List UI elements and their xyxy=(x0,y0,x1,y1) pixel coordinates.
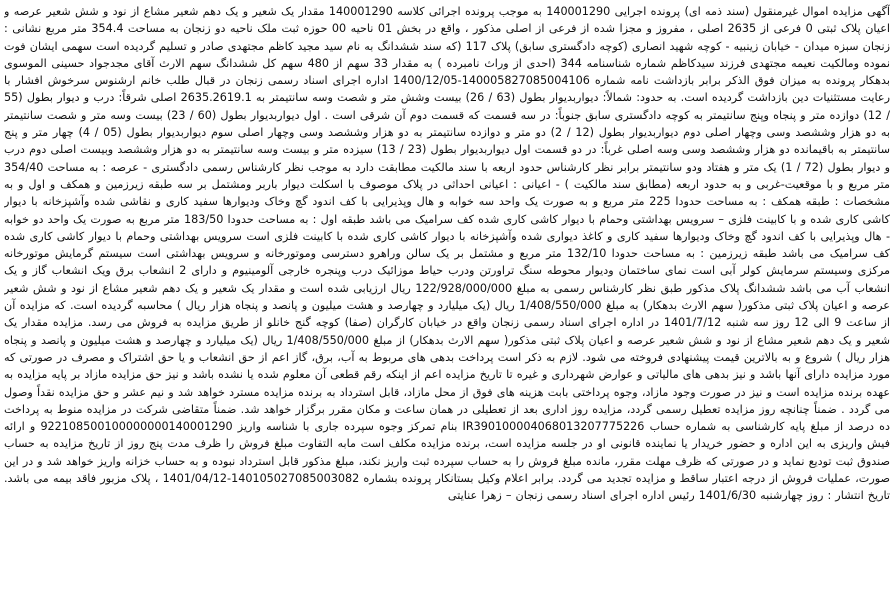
notice-body-text: آگهی مزایده اموال غیرمنقول (سند ذمه ای) پرونده اجرایی 140001290 به موجب پرونده اجرائی کلاسه 140001290 مقدار یک شعیر و یک دهم شعیر مشاع از نود و شش شعیر عرصه و اعیان پلاک ثبتی 0 فرعی از 2635 اصلی ، مفروز و مجزا شده از فرعی از اصلی مذکور ، واقع در بخش 01 ناحیه 00 حوزه ثبت ملک ناحیه دو زنجان به مساحت 354.4 متر مربع نشانی : زنجان سبزه میدان - خیابان زینبیه - کوچه شهید انصاری (کوچه دادگستری سابق) پلاک 117 (که سند ششدانگ به نام سید مجید کاظم مجتهدی صادر و تسلیم گردیده است سهمی ایشان فوت نموده ومالکیت نعیمه مجتهدی فرزند سیدکاظم شماره شناسنامه 344 (احدی از وراث نامبرده ) به مقدار 33 سهم از 480 سهم کل ششدانگ سهم الارث آقای مجدجواد حسینی الموسوی بدهکار پرونده به میزان فوق الذکر برابر بازداشت نامه شماره 140005827085004106-1400/12/05 اداره اجرای اسناد رسمی زنجان در قبال طلب خانم ارشنوس سرخوش افشار با رعایت مستثنیات دین بازداشت گردیده است. به حدود: شمالاً: دیواربدیوار بطول (63 / 26) بیست وشش متر و شصت وسه سانتیمتر به 2635.2619.1 اصلی شرقاً: درب و دیوار بطول (55 / 12) دوازده متر و پنجاه وپنج سانتیمتر به کوچه دادگستری سابق جنوباً: در سه قسمت که قسمت دوم آن شرقی است . اول دیواربدیوار بطول (60 / 23) بیست وسه متر و شصت سانتیمتر به دو هزار وششصد وسی وچهار اصلی دوم دیواربدیوار بطول (12 / 2) دو متر و دوازده سانتیمتر به دو هزار وششصد وسی وچهار اصلی سوم دیواربدیوار بطول (05 / 4) چهار متر و پنج سانتیمتر به باقیمانده دو هزار وششصد وسی وسه اصلی غرباً: در دو قسمت اول دیواربدیوار بطول (23 / 13) سیزده متر و بیست وسه سانتیمتر به دو هزار وششصد وبیست اصلی دوم درب و دیوار بطول (72 / 1) یک متر و هفتاد ودو سانتیمتر برابر نظر کارشناس حدود اربعه با سند مالکیت مطابقت دارد به موجب نظر کارشناس رسمی دادگستری - عرصه : به مساحت 354/40 متر مربع و با موقعیت-غربی و به حدود اربعه (مطابق سند مالکیت ) - اعیانی : اعیانی احداثی در پلاک موصوف با اسکلت دیوار باربر ومشتمل بر سه طبقه زیرزمین و همکف و اول و به مشخصات : طبقه همکف : به مساحت حدودا 225 متر مربع و به صورت یک واحد سه خوابه و هال وپذیرایی با کف اندود گچ وخاک ودیوارها سفید کاری و نقاشی شده وآشپزخانه با دیوار کاشی کاری شده و با کابینت فلزی – سرویس بهداشتی وحمام با دیوار کاشی کاری شده کف سرامیک می باشد طبقه اول : به مساحت حدودا 183/50 متر مربع به صورت یک واحد دو خوابه - هال وپذیرایی با کف اندود گچ وخاک ودیوارها سفید کاری و کاغذ دیواری شده وآشپزخانه با دیوار کاشی کاری شده با کابینت فلزی است سرویس بهداشتی وحمام با دیوار کاشی کاری شده کف سرامیک می باشد طبقه زیرزمین : به مساحت حدودا 132/10 متر مربع و مشتمل بر یک سالن وراهرو دسترسی وموتورخانه و سرویس بهداشتی است سیستم گرمایش موتورخانه مرکزی وسیستم سرمایش کولر آبی است نمای ساختمان ودیوار محوطه سنگ تراورتن ودرب حیاط موزائیک درب وپنجره خارجی آلومینیوم و دارای 2 انشعاب برق ویک انشعاب گاز و یک انشعاب آب می باشد ششدانگ پلاک مذکور طبق نظر کارشناس رسمی به مبلغ 122/928/000/000 ریال ارزیابی شده است و مقدار یک شعیر و یک دهم شعیر مشاع از نود و شش شعیر عرصه و اعیان پلاک ثبتی مذکور( سهم الارث بدهکار) به مبلغ 1/408/550/000 ریال (یک میلیارد و چهارصد و هشت میلیون و پانصد و پنجاه هزار ریال ) محاسبه گردیده است. که مزایده آن از ساعت 9 الی 12 روز سه شنبه 1401/7/12 در اداره اجرای اسناد رسمی زنجان واقع در خیابان کارگران (صفا) کوچه گنج خانلو از طریق مزایده به فروش می رسد. مزایده مقدار یک شعیر و یک دهم شعیر مشاع از نود و شش شعیر عرصه و اعیان پلاک ثبتی مذکور( سهم الارث بدهکار) از مبلغ 1/408/550/000 ریال (یک میلیارد و چهارصد و هشت میلیون و پانصد و پنجاه هزار ریال ) شروع و به بالاترین قیمت پیشنهادی فروخته می شود. لازم به ذکر است پرداخت بدهی های مربوط به آب، برق، گاز اعم از حق انشعاب و یا حق اشتراک و مصرف در صورتی که مورد مزایده دارای آنها باشد و نیز بدهی های مالیاتی و عوارض شهرداری و غیره تا تاریخ مزایده اعم از اینکه رقم قطعی آن معلوم شده یا نشده باشد و نیز حق مزایده مازاد بر پایه مزایده به عهده برنده مزایده است و نیز در صورت وجود مازاد، وجوه پرداختی بابت هزینه های فوق از محل مازاد، قابل استرداد به برنده مزایده مسترد خواهد شد و نیم عشر و حق مزایده نقداً وصول می گردد . ضمناً چنانچه روز مزایده تعطیل رسمی گردد، مزایده روز اداری بعد از تعطیلی در همان ساعت و مکان مقرر برگزار خواهد شد. ضمناً متقاضی شرکت در مزایده منوط به پرداخت ده درصد از مبلغ پایه کارشناسی به شماره حساب IR390100004068013207775226 بنام تمرکز وجوه سپرده جاری با شناسه واریز 922108500100000000140001290 و ارائه فیش واریزی به این اداره و حضور خریدار یا نماینده قانونی او در جلسه مزایده است، برنده مزایده مکلف است مابه التفاوت مبلغ فروش را ظرف مدت پنج روز از تاریخ مزایده به حساب صندوق ثبت تودیع نماید و در صورتی که ظرف مهلت مقرر، مانده مبلغ فروش را به حساب سپرده ثبت واریز نکند، مبلغ مذکور قابل استرداد نبوده و به حساب خزانه واریز خواهد شد و در این صورت، عملیات فروش از درجه اعتبار ساقط و مزایده تجدید می گردد. برابر اعلام وکیل بستانکار پرونده بشماره 140105027085003082-1401/04/12 ، پلاک مزبور فاقد بیمه می باشد. تاریخ انتشار : روز چهارشنبه 1401/6/30 رئیس اداره اجرای اسناد رسمی زنجان – زهرا عنایتی xyxy=(4,5,890,503)
auction-notice xyxy=(4,3,890,607)
